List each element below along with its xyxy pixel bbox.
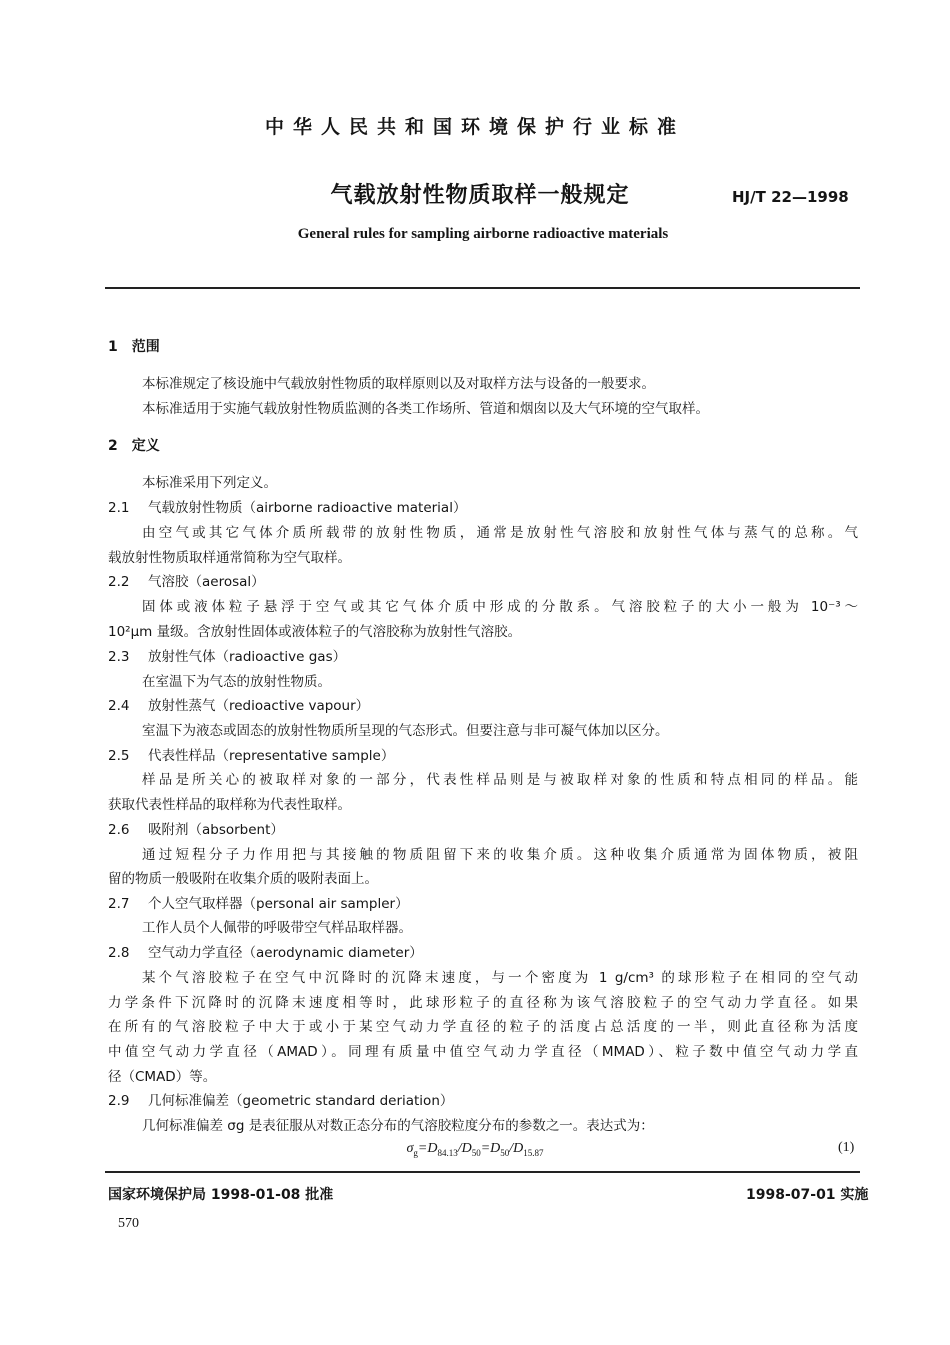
clause-number: 2.5 [108, 748, 130, 764]
definition-2-2-term [108, 572, 265, 592]
definition-2-2-line-1: 固体或液体粒子悬浮于空气或其它气体介质中形成的分散系。气溶胶粒子的大小一般为 10⁻³～ [142, 599, 858, 615]
document-title-en: General rules for sampling airborne radioactive materials [297, 226, 669, 242]
definition-2-8-line-4: 中值空气动力学直径（AMAD）。同理有质量中值空气动力学直径（MMAD）、粒子数中值空气动力学直 [108, 1044, 858, 1060]
definition-2-9-term [108, 1091, 453, 1111]
formula-part: /D [457, 1141, 472, 1156]
approval-line: 国家环境保护局 1998-01-08 批准 [108, 1187, 334, 1203]
section-2-intro: 本标准采用下列定义。 [142, 475, 277, 491]
definition-2-8-line-5: 径（CMAD）等。 [108, 1069, 217, 1085]
definition-2-6-line-2: 留的物质一般吸附在收集介质的吸附表面上。 [108, 871, 378, 887]
term-name: 个人空气取样器（personal air sampler） [148, 896, 409, 912]
term-name: 气溶胶（aerosal） [148, 574, 265, 590]
term-name: 放射性蒸气（redioactive vapour） [148, 698, 370, 714]
definition-2-8-line-2: 力学条件下沉降时的沉降末速度相等时，此球形粒子的直径称为该气溶胶粒子的空气动力学直径。如果 [108, 995, 858, 1011]
definition-2-7-line-1: 工作人员个人佩带的呼吸带空气样品取样器。 [142, 920, 412, 936]
term-name: 吸附剂（absorbent） [148, 822, 284, 838]
formula-subscript: 84.13 [437, 1147, 458, 1158]
definition-2-8-line-1: 某个气溶胶粒子在空气中沉降时的沉降末速度，与一个密度为 1 g/cm³ 的球形粒子在相同的空气动 [142, 970, 858, 986]
clause-number: 2.1 [108, 500, 130, 516]
formula-part: =D [417, 1141, 438, 1156]
formula-sigma: σ [406, 1141, 414, 1156]
definition-2-1-term [108, 498, 466, 518]
clause-number: 2.7 [108, 896, 130, 912]
standard-number: HJ/T 22—1998 [732, 188, 849, 206]
header-divider [105, 287, 860, 289]
definition-2-2-line-2: 10²μm 量级。含放射性固体或液体粒子的气溶胶称为放射性气溶胶。 [108, 624, 522, 640]
footer-divider [105, 1171, 860, 1173]
term-name: 代表性样品（representative sample） [148, 748, 395, 764]
formula-subscript: 15.87 [523, 1147, 544, 1158]
definition-2-6-line-1: 通过短程分子力作用把与其接触的物质阻留下来的收集介质。这种收集介质通常为固体物质，被阻 [142, 847, 858, 863]
clause-number: 2.9 [108, 1093, 130, 1109]
definition-2-3-term [108, 647, 346, 667]
formula-part: /D [509, 1141, 524, 1156]
definition-2-5-line-1: 样品是所关心的被取样对象的一部分，代表性样品则是与被取样对象的性质和特点相同的样品。能 [142, 772, 858, 788]
definition-2-1-line-1: 由空气或其它气体介质所载带的放射性物质，通常是放射性气溶胶和放射性气体与蒸气的总称。气 [142, 525, 858, 541]
document-title-cn: 气载放射性物质取样一般规定 [330, 183, 630, 208]
clause-number: 2.2 [108, 574, 130, 590]
definition-2-4-line-1: 室温下为液态或固态的放射性物质所呈现的气态形式。但要注意与非可凝气体加以区分。 [142, 723, 669, 739]
definition-2-6-term [108, 820, 284, 840]
definition-2-8-line-3: 在所有的气溶胶粒子中大于或小于某空气动力学直径的粒子的活度占总活度的一半，则此直径称为活度 [108, 1019, 858, 1035]
equation-1 [0, 1141, 950, 1158]
definition-2-4-term [108, 696, 369, 716]
formula-subscript: 50 [471, 1147, 481, 1158]
section-1-paragraph-2: 本标准适用于实施气载放射性物质监测的各类工作场所、管道和烟囱以及大气环境的空气取样。 [142, 401, 709, 417]
formula-part: =D [480, 1141, 501, 1156]
term-name: 放射性气体（radioactive gas） [148, 649, 347, 665]
section-2-heading: 2 定义 [108, 438, 160, 454]
formula-subscript: 50 [500, 1147, 510, 1158]
definition-2-3-line-1: 在室温下为气态的放射性物质。 [142, 674, 331, 690]
clause-number: 2.3 [108, 649, 130, 665]
term-name: 几何标准偏差（geometric standard deriation） [148, 1093, 454, 1109]
definition-2-5-line-2: 获取代表性样品的取样称为代表性取样。 [108, 797, 351, 813]
page-number: 570 [118, 1216, 139, 1231]
clause-number: 2.8 [108, 945, 130, 961]
section-1-heading: 1 范围 [108, 339, 160, 355]
definition-2-1-line-2: 载放射性物质取样通常简称为空气取样。 [108, 550, 351, 566]
national-standard-heading: 中华人民共和国环境保护行业标准 [264, 116, 685, 138]
term-name: 空气动力学直径（aerodynamic diameter） [148, 945, 423, 961]
section-1-paragraph-1: 本标准规定了核设施中气载放射性物质的取样原则以及对取样方法与设备的一般要求。 [142, 376, 655, 392]
definition-2-9-line-1: 几何标准偏差 σg 是表征服从对数正态分布的气溶胶粒度分布的参数之一。表达式为： [142, 1118, 654, 1134]
clause-number: 2.6 [108, 822, 130, 838]
implementation-date: 1998-07-01 实施 [746, 1187, 869, 1203]
equation-number: (1) [838, 1140, 855, 1155]
term-name: 气载放射性物质（airborne radioactive material） [148, 500, 467, 516]
definition-2-7-term [108, 894, 409, 914]
definition-2-5-term [108, 746, 394, 766]
definition-2-8-term [108, 943, 423, 963]
clause-number: 2.4 [108, 698, 130, 714]
formula-sigma-subscript: g [413, 1147, 418, 1158]
